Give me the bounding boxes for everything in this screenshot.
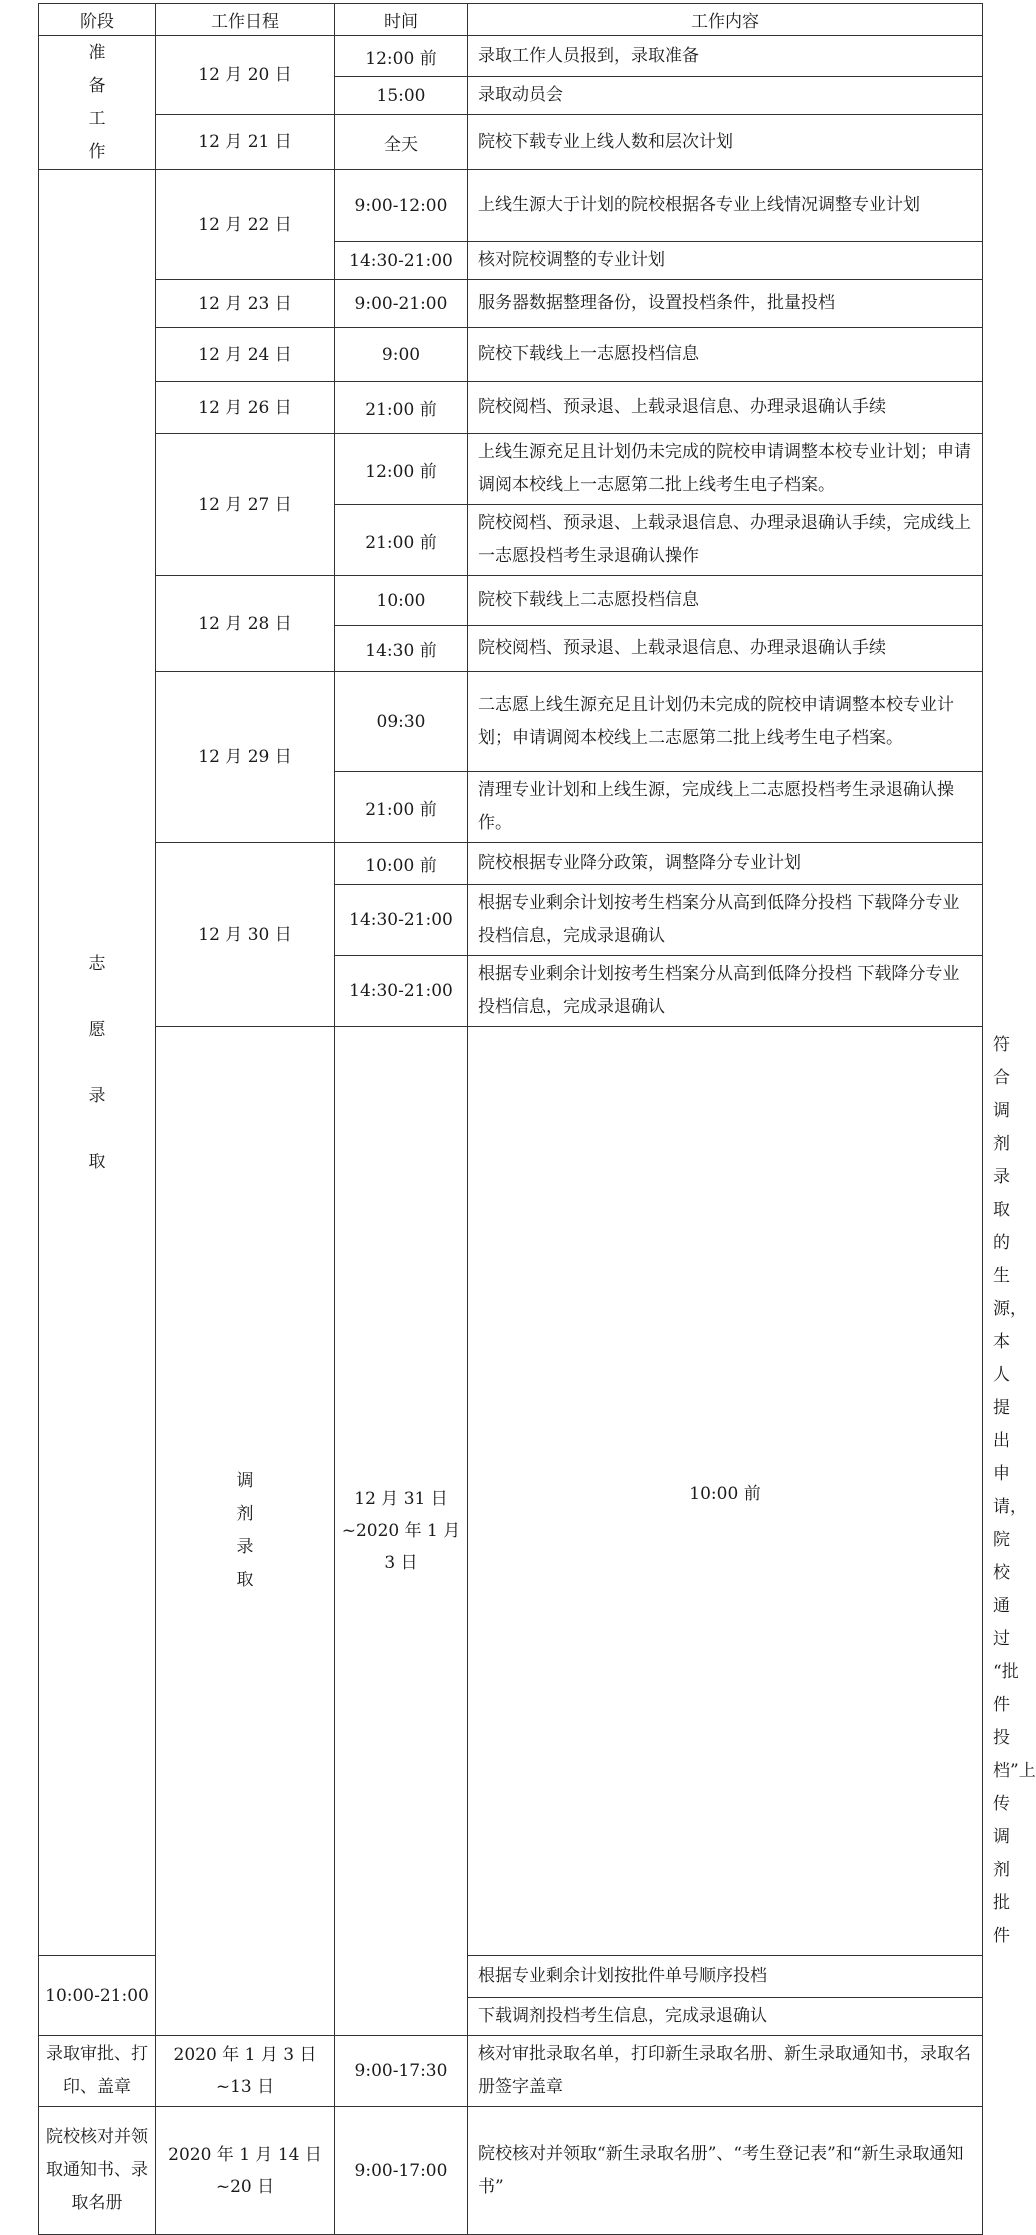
stage-prep [39, 36, 156, 170]
time-cell: 10:00 前 [468, 1027, 983, 1956]
time-cell: 21:00 前 [335, 505, 468, 576]
header-content: 工作内容 [468, 4, 983, 36]
admission-schedule-table [38, 3, 1036, 2235]
date-cell: 12 月 31 日~2020 年 1 月 3 日 [335, 1027, 468, 2036]
time-cell: 09:30 [335, 672, 468, 772]
content-cell: 核对审批录取名单，打印新生录取名册、新生录取通知书，录取名册签字盖章 [468, 2036, 983, 2107]
stage-adjust-label: 调剂录取 [236, 1471, 254, 1590]
content-cell: 院校下载线上一志愿投档信息 [468, 328, 983, 382]
time-cell: 10:00 前 [335, 843, 468, 885]
table-row: 调剂录取 12 月 31 日~2020 年 1 月 3 日 10:00 前 符合调剂录取的生源，本人提出申请，院校通过 “批件投档”上传调剂批件 [39, 1027, 983, 1956]
date-cell: 12 月 29 日 [156, 672, 335, 843]
content-cell: 院校根据专业降分政策，调整降分专业计划 [468, 843, 983, 885]
date-cell: 12 月 21 日 [156, 115, 335, 170]
content-cell: 清理专业计划和上线生源，完成线上二志愿投档考生录退确认操作。 [468, 772, 983, 843]
content-cell: 院校阅档、预录退、上载录退信息、办理录退确认手续 [468, 626, 983, 672]
content-cell: 下载调剂投档考生信息，完成录退确认 [468, 1998, 983, 2036]
table-row [39, 2036, 983, 2107]
content-cell: 录取工作人员报到，录取准备 [468, 36, 983, 77]
header-stage: 阶段 [39, 4, 156, 36]
content-cell: 根据专业剩余计划按批件单号顺序投档 [468, 1956, 983, 1998]
time-cell: 9:00-17:00 [335, 2107, 468, 2235]
stage-admission-label: 志愿录取 [88, 953, 106, 1172]
table-row [39, 382, 983, 434]
content-cell: 录取动员会 [468, 77, 983, 115]
content-cell: 二志愿上线生源充足且计划仍未完成的院校申请调整本校专业计划；申请调阅本校线上二志愿第二批上线考生电子档案。 [468, 672, 983, 772]
time-cell: 9:00-17:30 [335, 2036, 468, 2107]
table-row [39, 280, 983, 328]
content-cell: 院校下载专业上线人数和层次计划 [468, 115, 983, 170]
time-cell: 14:30 前 [335, 626, 468, 672]
content-cell: 根据专业剩余计划按考生档案分从高到低降分投档 下载降分专业投档信息，完成录退确认 [468, 956, 983, 1027]
stage-admission [39, 170, 156, 1956]
time-cell: 14:30-21:00 [335, 956, 468, 1027]
time-cell: 12:00 前 [335, 36, 468, 77]
content-cell: 院校阅档、预录退、上载录退信息、办理录退确认手续，完成线上一志愿投档考生录退确认操作 [468, 505, 983, 576]
table-row [39, 115, 983, 170]
table-row [39, 170, 983, 242]
table-row [39, 434, 983, 505]
stage-collect: 院校核对并领取通知书、录取名册 [39, 2107, 156, 2235]
content-cell: 上线生源大于计划的院校根据各专业上线情况调整专业计划 [468, 170, 983, 242]
stage-prep-label: 准备工作 [88, 42, 106, 162]
stage-approval: 录取审批、打印、盖章 [39, 2036, 156, 2107]
time-cell: 14:30-21:00 [335, 885, 468, 956]
date-cell: 12 月 27 日 [156, 434, 335, 576]
content-cell: 根据专业剩余计划按考生档案分从高到低降分投档 下载降分专业投档信息，完成录退确认 [468, 885, 983, 956]
time-cell: 14:30-21:00 [335, 242, 468, 280]
time-cell: 9:00-21:00 [335, 280, 468, 328]
date-cell: 12 月 28 日 [156, 576, 335, 672]
time-cell: 10:00-21:00 [39, 1956, 156, 2036]
date-cell: 12 月 20 日 [156, 36, 335, 115]
date-cell: 2020 年 1 月 14 日 ~20 日 [156, 2107, 335, 2235]
table-row [39, 843, 983, 885]
header-date: 工作日程 [156, 4, 335, 36]
date-cell: 12 月 22 日 [156, 170, 335, 280]
table-row [39, 576, 983, 626]
time-cell: 21:00 前 [335, 382, 468, 434]
header-row [39, 4, 983, 36]
header-time: 时间 [335, 4, 468, 36]
table-row [39, 2107, 983, 2235]
content-cell: 上线生源充足且计划仍未完成的院校申请调整本校专业计划；申请调阅本校线上一志愿第二批上线考生电子档案。 [468, 434, 983, 505]
date-cell: 12 月 30 日 [156, 843, 335, 1027]
date-cell: 12 月 26 日 [156, 382, 335, 434]
time-cell: 21:00 前 [335, 772, 468, 843]
time-cell: 9:00-12:00 [335, 170, 468, 242]
content-cell: 院校阅档、预录退、上载录退信息、办理录退确认手续 [468, 382, 983, 434]
table-row [39, 328, 983, 382]
table-row [39, 672, 983, 772]
content-cell: 院校核对并领取“新生录取名册”、“考生登记表”和“新生录取通知书” [468, 2107, 983, 2235]
time-cell: 15:00 [335, 77, 468, 115]
date-cell: 12 月 24 日 [156, 328, 335, 382]
date-cell: 12 月 23 日 [156, 280, 335, 328]
content-cell: 院校下载线上二志愿投档信息 [468, 576, 983, 626]
time-cell: 9:00 [335, 328, 468, 382]
table-row [39, 36, 983, 77]
time-cell: 10:00 [335, 576, 468, 626]
stage-adjust [156, 1027, 335, 2036]
time-cell: 全天 [335, 115, 468, 170]
time-cell: 12:00 前 [335, 434, 468, 505]
content-cell: 服务器数据整理备份，设置投档条件，批量投档 [468, 280, 983, 328]
content-cell: 核对院校调整的专业计划 [468, 242, 983, 280]
date-cell: 2020 年 1 月 3 日~13 日 [156, 2036, 335, 2107]
